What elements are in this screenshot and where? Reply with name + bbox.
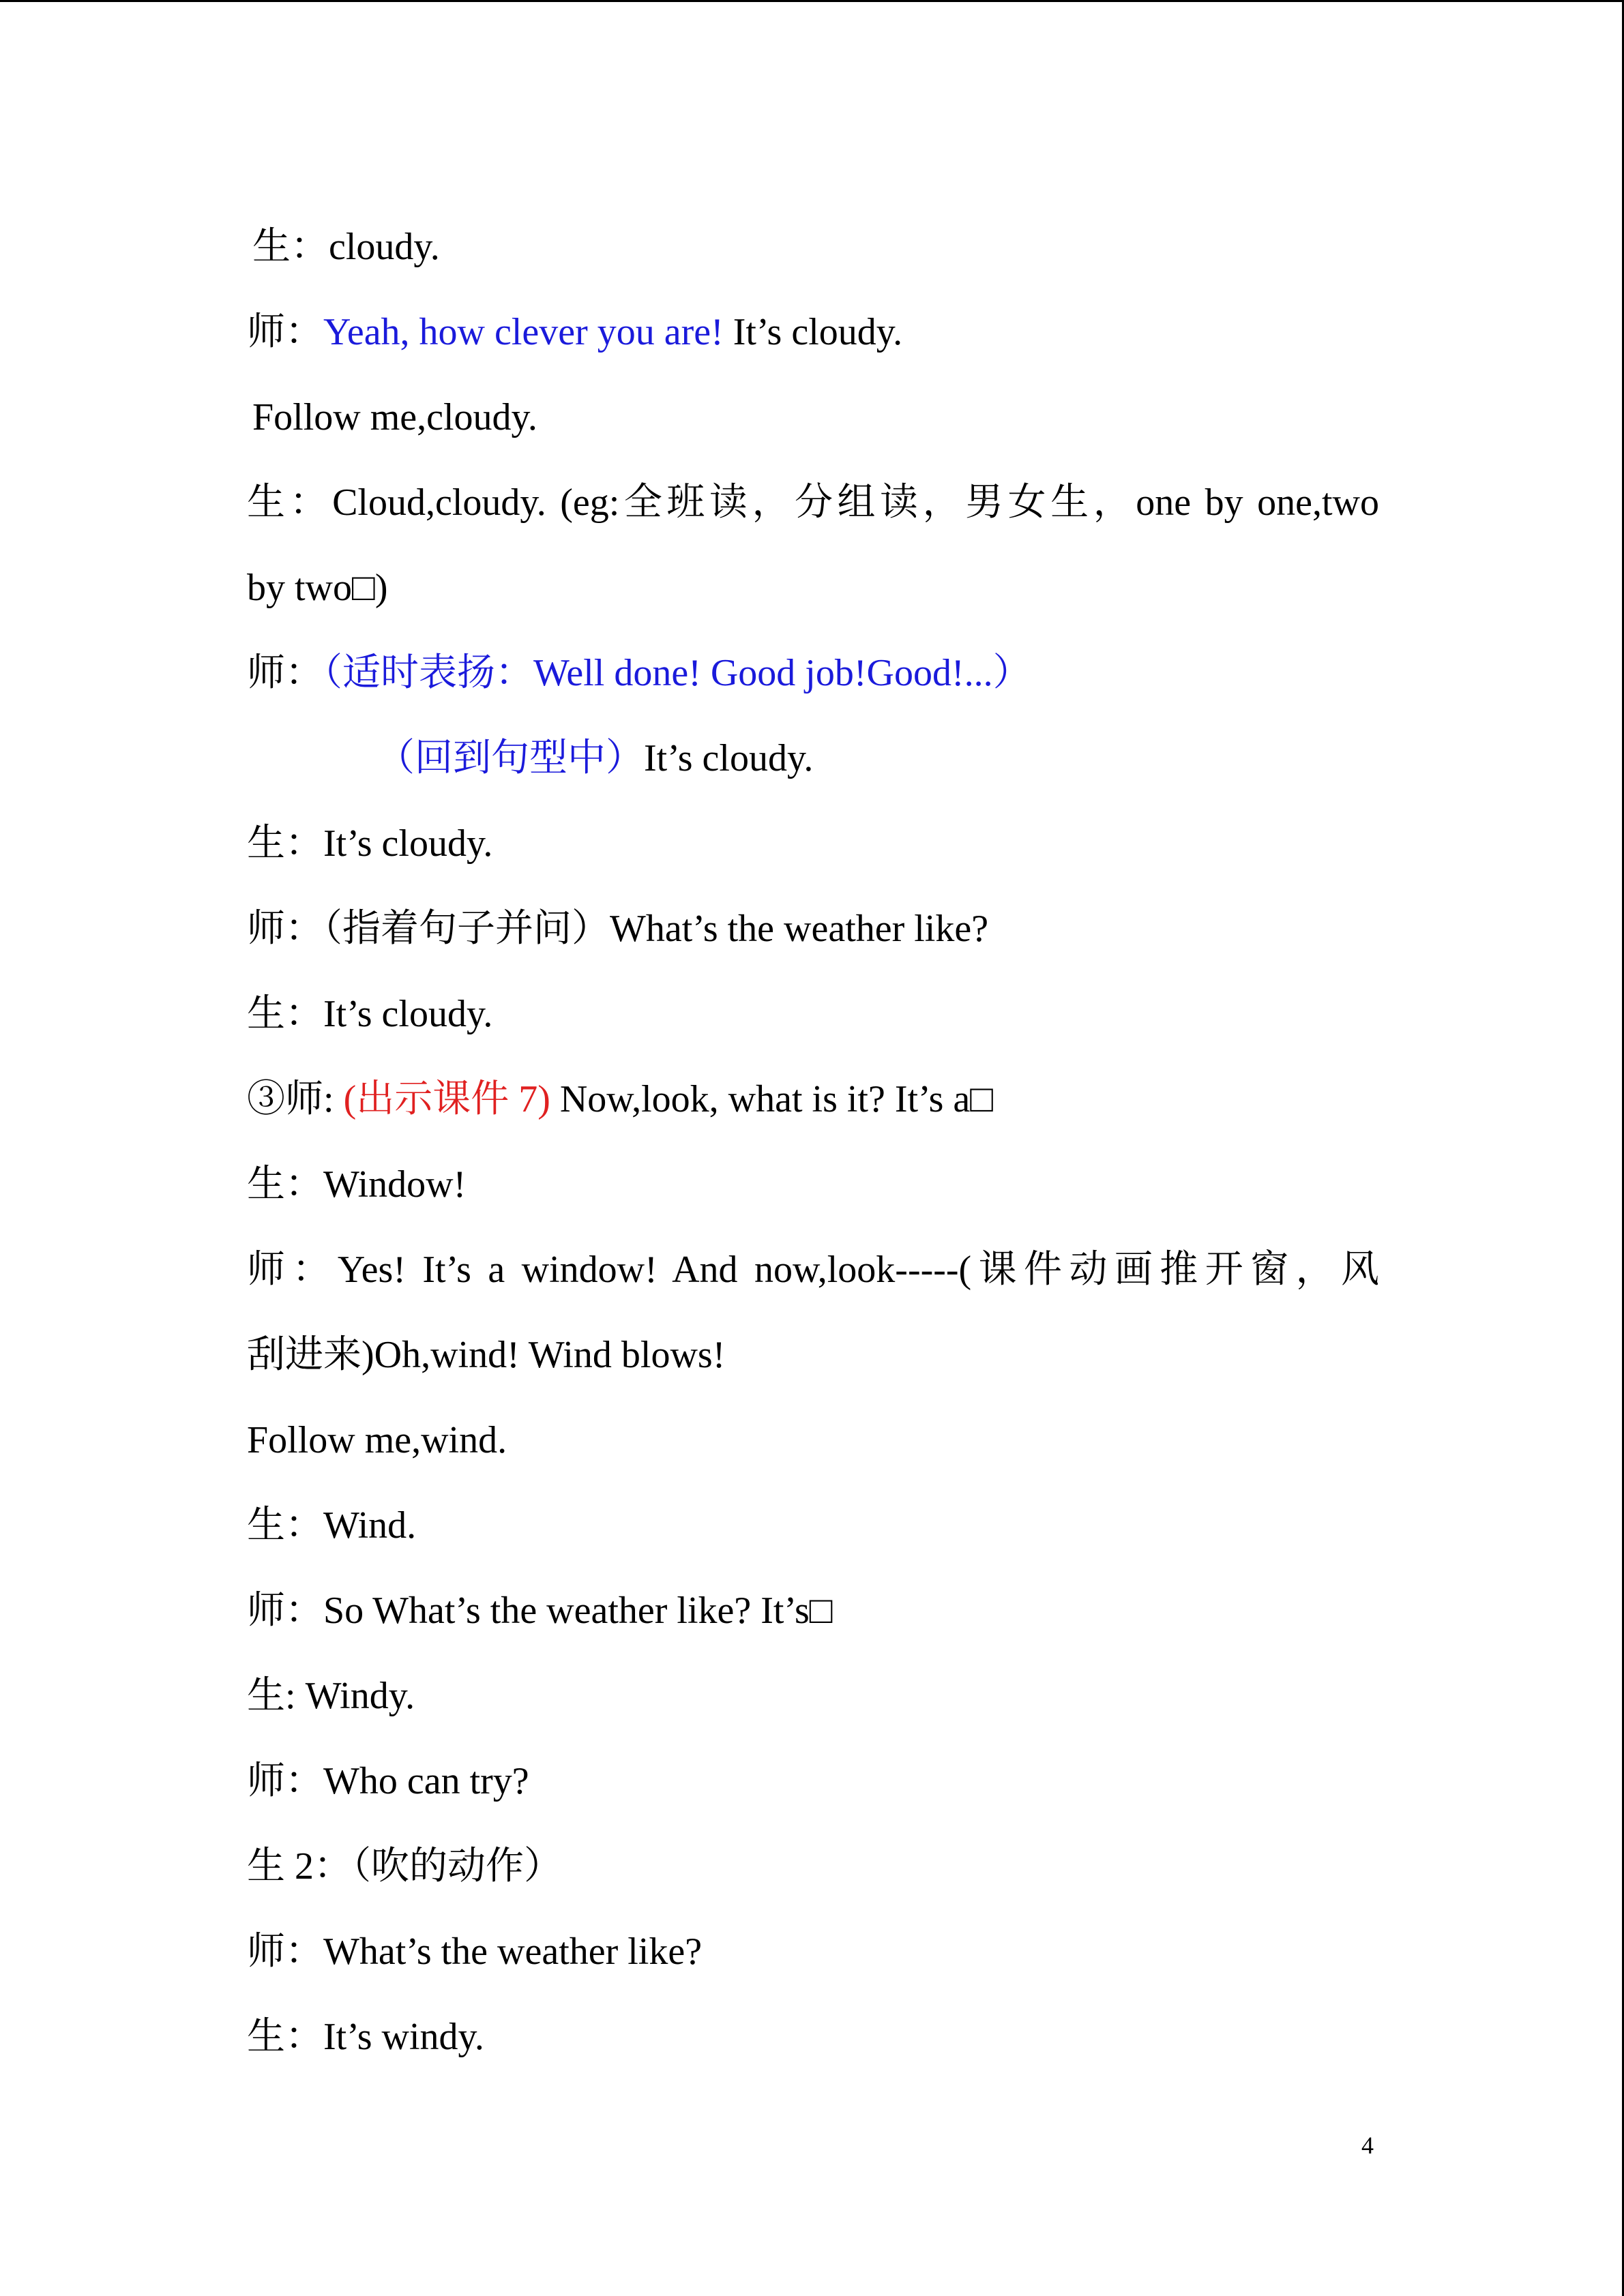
line-text: Windy. <box>305 1675 415 1717</box>
line-text: It’s cloudy. <box>323 993 493 1035</box>
document-body <box>247 205 1379 2080</box>
dialogue-line-8 <box>247 801 1379 886</box>
dialogue-line-1 <box>247 205 1379 290</box>
speaker-label: 师： <box>247 1760 323 1802</box>
dialogue-line-14 <box>247 1313 1379 1398</box>
dialogue-line-2 <box>247 290 1379 375</box>
dialogue-line-6 <box>247 631 1379 716</box>
dialogue-line-13 <box>247 1227 1379 1313</box>
line-text: （吹的动作） <box>352 1845 562 1888</box>
dialogue-line-20 <box>247 1824 1379 1909</box>
dialogue-line-7 <box>247 716 1379 801</box>
speaker-label: 师： <box>247 908 323 950</box>
speaker-label: ③师: <box>247 1078 344 1120</box>
speaker-label: 生： <box>247 1163 323 1206</box>
line-text: It’s cloudy. <box>644 737 814 779</box>
page-number: 4 <box>1361 2132 1374 2159</box>
dialogue-line-16 <box>247 1483 1379 1568</box>
line-text: It’s windy. <box>323 2016 484 2058</box>
dialogue-line-18 <box>247 1654 1379 1739</box>
courseware-note: (出示课件 7) <box>343 1078 550 1120</box>
line-text: What’s the weather like? <box>323 1930 703 1973</box>
line-text: Window! <box>323 1163 467 1206</box>
dialogue-line-22 <box>247 1995 1379 2080</box>
line-text: Yes! It’s a window! And now,look-----(课件动画推开窗，风 <box>337 1249 1379 1291</box>
dialogue-line-21 <box>247 1909 1379 1995</box>
dialogue-line-5 <box>247 546 1379 631</box>
line-text: So What’s the weather like? It’s□ <box>323 1590 833 1632</box>
line-text: Who can try? <box>323 1760 529 1802</box>
praise-text: （适时表扬：Well done! Good job!Good!...） <box>323 652 1031 694</box>
speaker-label: 生： <box>247 1504 323 1547</box>
speaker-label: 师： <box>247 1249 338 1291</box>
speaker-label: 生： <box>247 993 323 1035</box>
line-text: Cloud,cloudy. (eg:全班读，分组读，男女生，one by one,two <box>332 481 1379 524</box>
speaker-label: 生： <box>247 2016 323 2058</box>
line-text: 刮进来)Oh,wind! Wind blows! <box>247 1334 726 1376</box>
line-text: （指着句子并问）What’s the weather like? <box>323 908 989 950</box>
dialogue-line-3 <box>247 375 1379 460</box>
speaker-label: 生： <box>247 481 333 524</box>
speaker-label: 师： <box>247 1590 323 1632</box>
line-text: It’s cloudy. <box>723 311 903 353</box>
page-top-border <box>0 0 1624 2</box>
speaker-label: 生： <box>247 822 323 865</box>
dialogue-line-12 <box>247 1142 1379 1227</box>
speaker-label: 师： <box>247 311 323 353</box>
speaker-label: 生: <box>247 1675 306 1717</box>
dialogue-line-10 <box>247 972 1379 1057</box>
dialogue-line-11 <box>247 1057 1379 1142</box>
line-text: by two□) <box>247 567 388 609</box>
line-text: Follow me,wind. <box>247 1419 507 1461</box>
instruction-text: （回到句型中） <box>377 737 644 779</box>
line-text: Follow me,cloudy. <box>252 396 537 438</box>
dialogue-line-9 <box>247 886 1379 972</box>
line-text: Wind. <box>323 1504 417 1547</box>
dialogue-line-19 <box>247 1739 1379 1824</box>
line-text: It’s cloudy. <box>323 822 493 865</box>
praise-text: Yeah, how clever you are! <box>323 311 724 353</box>
dialogue-line-17 <box>247 1568 1379 1654</box>
speaker-label: 生 2： <box>247 1845 352 1888</box>
line-text: cloudy. <box>329 226 440 268</box>
dialogue-line-4 <box>247 460 1379 546</box>
speaker-label: 师： <box>247 1930 323 1973</box>
speaker-label: 师： <box>247 652 323 694</box>
line-text: Now,look, what is it? It’s a□ <box>550 1078 994 1120</box>
dialogue-line-15 <box>247 1398 1379 1483</box>
speaker-label: 生： <box>252 226 329 268</box>
